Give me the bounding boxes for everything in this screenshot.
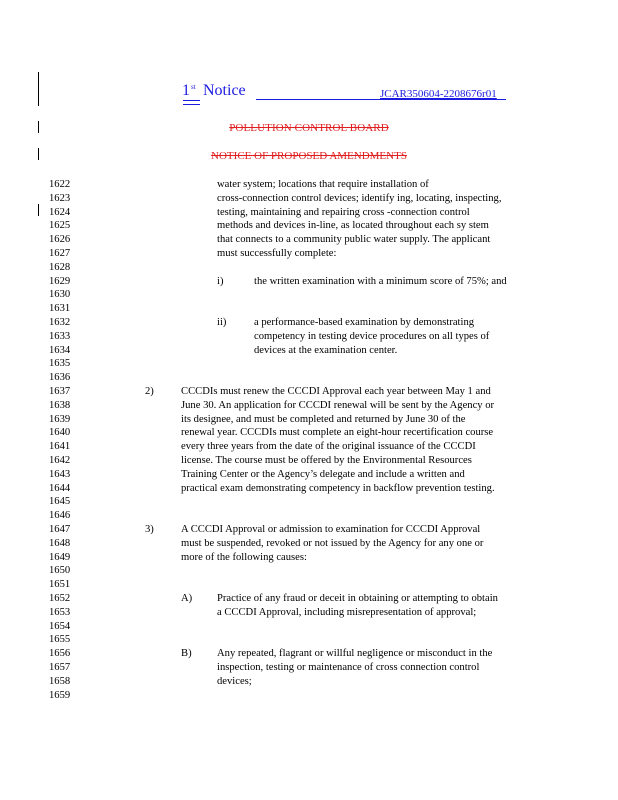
line-number: 1628 [49,261,71,273]
line-number: 1652 [49,593,71,604]
text-line: renewal year. CCCDIs must complete an eight-hour recertification course [181,427,494,439]
sub-item-label: A) [181,593,193,604]
text-line: Any repeated, flagrant or willful negligence or misconduct in the [217,648,493,660]
notice-type-heading: NOTICE OF PROPOSED AMENDMENTS [211,150,407,162]
text-line: testing, maintaining and repairing cross -connection control [217,206,470,218]
header-underline [183,100,200,101]
line-number: 1645 [49,496,71,508]
agency-heading: POLLUTION CONTROL BOARD [229,122,389,134]
line-number: 1625 [49,220,71,232]
line-number: 1659 [49,689,71,701]
item-label: 3) [145,524,154,535]
text-line: cross-connection control devices; identify ing, locating, inspecting, [217,192,502,204]
text-line: methods and devices in-line, as located throughout each sy stem [217,220,489,232]
rule-number: 1st [182,82,196,99]
text-line: devices at the examination center. [254,344,398,356]
line-number: 1648 [49,537,71,549]
text-line: must be suspended, revoked or not issued by the Agency for any one or [181,537,484,549]
text-line: Practice of any fraud or deceit in obtaining or attempting to obtain [217,593,498,604]
item-label: 2) [145,386,154,397]
text-line: more of the following causes: [181,551,307,563]
line-number: 1622 [49,179,71,190]
text-line: that connects to a community public water supply. The applicant [217,234,491,246]
line-number: 1630 [49,289,71,301]
rule-superscript: st [191,82,196,91]
text-line: every three years from the date of the original issuance of the CCCDI [181,441,476,453]
line-number: 1623 [49,192,71,204]
line-number: 1636 [49,372,71,384]
line-number: 1627 [49,248,71,259]
text-line: Training Center or the Agency’s delegate and include a written and [181,468,465,480]
line-number: 1641 [49,441,71,453]
line-number: 1634 [49,344,71,356]
sub-item-label: i) [217,275,224,287]
line-number: 1629 [49,275,71,287]
sub-item-label: B) [181,648,192,660]
line-number: 1657 [49,662,71,673]
jcar-reference: JCAR350604-2208676r01 [380,88,497,100]
header-underline [183,104,200,105]
line-number: 1632 [49,317,71,328]
line-number: 1624 [49,206,71,218]
text-line: its designee, and must be completed and returned by June 30 of the [181,413,466,425]
text-line: A CCCDI Approval or admission to examination for CCCDI Approval [181,524,481,535]
text-line: inspection, testing or maintenance of cross connection control [217,662,480,673]
line-number: 1643 [49,468,71,480]
text-line: a performance-based examination by demonstrating [254,317,475,328]
line-number: 1631 [49,303,71,315]
line-number: 1639 [49,413,71,425]
text-line: license. The course must be offered by the Environmental Resources [181,455,472,466]
text-line: devices; [217,675,252,687]
line-number: 1647 [49,524,71,535]
change-bar [38,204,39,216]
text-line: a CCCDI Approval, including misrepresentation of approval; [217,606,477,618]
line-number: 1626 [49,234,71,246]
text-line: the written examination with a minimum score of 75%; and [254,275,507,287]
text-line: CCCDIs must renew the CCCDI Approval each year between May 1 and [181,386,491,397]
line-number: 1649 [49,551,71,563]
line-number: 1637 [49,386,71,397]
text-line: practical exam demonstrating competency in backflow prevention testing. [181,482,495,494]
line-number: 1651 [49,579,71,591]
line-number: 1658 [49,675,71,687]
text-line: water system; locations that require installation of [217,179,429,190]
text-line: June 30. An application for CCCDI renewal will be sent by the Agency or [181,399,495,411]
sub-item-label: ii) [217,317,227,328]
line-number: 1656 [49,648,71,660]
change-bar [38,72,39,106]
line-number: 1640 [49,427,71,439]
text-line: competency in testing device procedures on all types of [254,330,490,342]
line-number: 1655 [49,634,71,646]
line-number: 1633 [49,330,71,342]
line-number: 1644 [49,482,71,494]
line-number: 1653 [49,606,71,618]
line-number: 1638 [49,399,71,411]
text-line: must successfully complete: [217,248,337,259]
line-number: 1635 [49,358,71,370]
line-number: 1654 [49,620,71,632]
notice-title: Notice [203,82,246,99]
line-number: 1650 [49,565,71,577]
line-number: 1646 [49,510,71,522]
line-number: 1642 [49,455,71,466]
